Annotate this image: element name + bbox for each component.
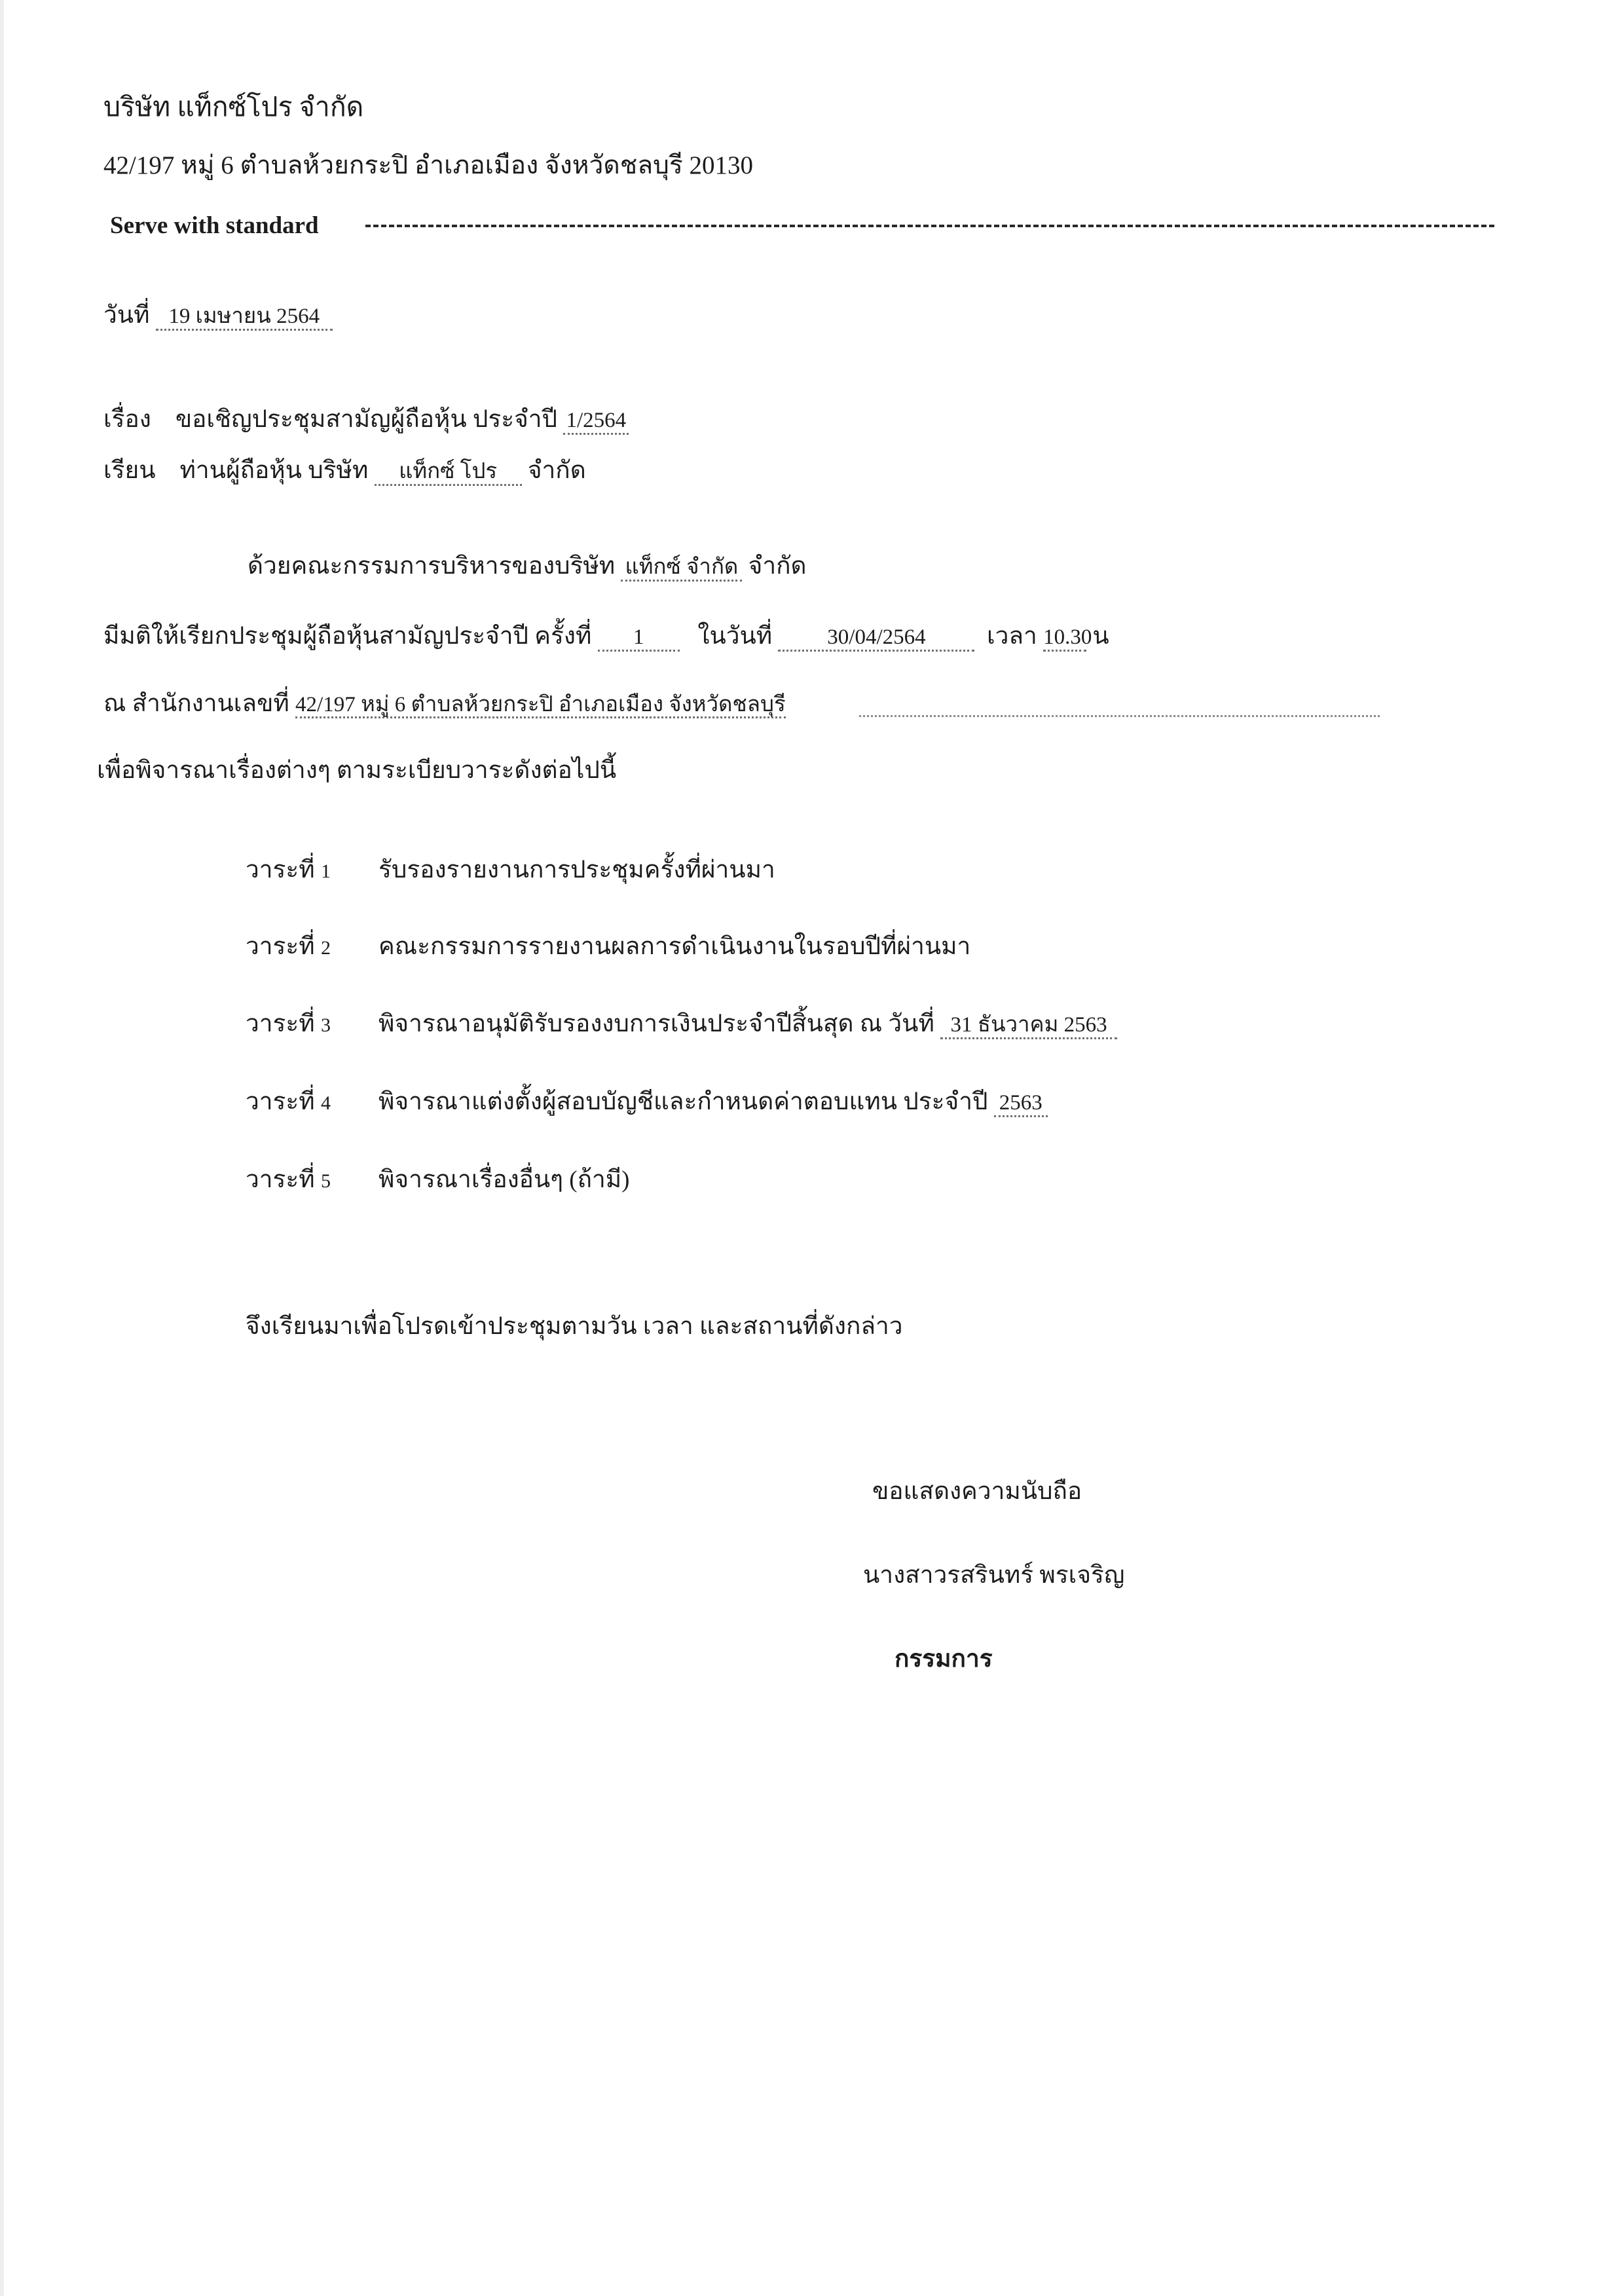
scan-edge xyxy=(0,0,4,2296)
agenda-item-1-text xyxy=(378,858,775,882)
date-label: วันที่ xyxy=(103,302,150,329)
agenda-text: คณะกรรมการรายงานผลการดำเนินงานในรอบปีที่ผ่านมา xyxy=(378,933,971,960)
agenda-text: พิจารณาแต่งตั้งผู้สอบบัญชีและกำหนดค่าตอบแทน ประจำปี xyxy=(378,1088,988,1115)
agenda-text: พิจารณาอนุมัติรับรองงบการเงินประจำปีสิ้นสุด ณ วันที่ xyxy=(378,1010,934,1037)
agenda-number: 1 xyxy=(320,861,331,882)
agenda-item-4-label xyxy=(246,1090,331,1114)
meeting-time-label: เวลา xyxy=(986,623,1037,650)
venue-dotted-line xyxy=(859,715,1380,717)
agenda-number: 4 xyxy=(320,1092,331,1114)
company-address: 42/197 หมู่ 6 ตำบลห้วยกระปิ อำเภอเมือง จังหวัดชลบุรี 20130 xyxy=(103,151,754,179)
meeting-date: 30/04/2564 xyxy=(778,627,974,652)
agenda-item-1-label xyxy=(246,858,331,882)
signer-position: กรรมการ xyxy=(895,1646,993,1673)
header-divider xyxy=(365,225,1494,227)
regards: ขอแสดงความนับถือ xyxy=(872,1478,1082,1505)
agenda-date-fill: 31 ธันวาคม 2563 xyxy=(940,1014,1117,1039)
body-intro-line xyxy=(248,554,807,582)
company-name: บริษัท แท็กซ์โปร จำกัด xyxy=(103,92,364,122)
resolution-line xyxy=(103,624,1109,652)
recipient-text: ท่านผู้ถือหุ้น บริษัท xyxy=(179,457,369,484)
agenda-item-2-label xyxy=(246,935,331,959)
venue-value: 42/197 หมู่ 6 ตำบลห้วยกระปิ อำเภอเมือง จังหวัดชลบุรี xyxy=(295,693,786,718)
agenda-label: วาระที่ xyxy=(246,857,315,883)
agenda-item-5-text xyxy=(378,1168,629,1192)
recipient-company: แท็กซ์ โปร xyxy=(375,461,522,486)
body-intro-suffix: จำกัด xyxy=(748,553,807,580)
subject-line xyxy=(103,407,629,435)
date-value: 19 เมษายน 2564 xyxy=(156,306,333,331)
agenda-label: วาระที่ xyxy=(246,1166,315,1193)
agenda-intro: เพื่อพิจารณาเรื่องต่างๆ ตามระเบียบวาระดังต่อไปนี้ xyxy=(97,757,617,784)
agenda-number: 3 xyxy=(320,1014,331,1036)
agenda-item-3-label xyxy=(246,1012,331,1036)
signer-name: นางสาวรสรินทร์ พรเจริญ xyxy=(863,1562,1125,1589)
agenda-number: 5 xyxy=(320,1170,331,1192)
subject-text: ขอเชิญประชุมสามัญผู้ถือหุ้น ประจำปี xyxy=(175,406,558,433)
meeting-time: 10.30 xyxy=(1043,627,1086,652)
agenda-number: 2 xyxy=(320,937,331,959)
agenda-label: วาระที่ xyxy=(246,1010,315,1037)
recipient-line xyxy=(103,458,586,486)
agenda-item-4-text xyxy=(378,1090,1048,1117)
body-intro-company: แท็กซ์ จำกัด xyxy=(621,557,742,582)
date-line xyxy=(103,303,333,331)
agenda-year-fill: 2563 xyxy=(994,1092,1048,1117)
meeting-date-label: ในวันที่ xyxy=(697,623,773,650)
venue-label: ณ สำนักงานเลขที่ xyxy=(103,690,289,717)
venue-line xyxy=(103,692,786,716)
agenda-item-2-text xyxy=(378,935,970,959)
company-slogan: Serve with standard xyxy=(110,212,319,239)
recipient-label: เรียน xyxy=(103,457,156,484)
agenda-item-5-label xyxy=(246,1168,331,1192)
agenda-text: รับรองรายงานการประชุมครั้งที่ผ่านมา xyxy=(378,857,775,883)
agenda-label: วาระที่ xyxy=(246,1088,315,1115)
resolution-text: มีมติให้เรียกประชุมผู้ถือหุ้นสามัญประจำปี ครั้งที่ xyxy=(103,623,592,650)
body-intro-text: ด้วยคณะกรรมการบริหารของบริษัท xyxy=(248,553,616,580)
agenda-item-3-text xyxy=(378,1012,1117,1039)
agenda-label: วาระที่ xyxy=(246,933,315,960)
meeting-number: 1 xyxy=(598,627,680,652)
subject-year: 1/2564 xyxy=(563,410,629,435)
subject-label: เรื่อง xyxy=(103,406,151,433)
meeting-time-unit: น xyxy=(1092,623,1109,650)
closing-sentence: จึงเรียนมาเพื่อโปรดเข้าประชุมตามวัน เวลา และสถานที่ดังกล่าว xyxy=(246,1313,903,1340)
agenda-text: พิจารณาเรื่องอื่นๆ (ถ้ามี) xyxy=(378,1166,630,1193)
recipient-suffix: จำกัด xyxy=(527,457,586,484)
